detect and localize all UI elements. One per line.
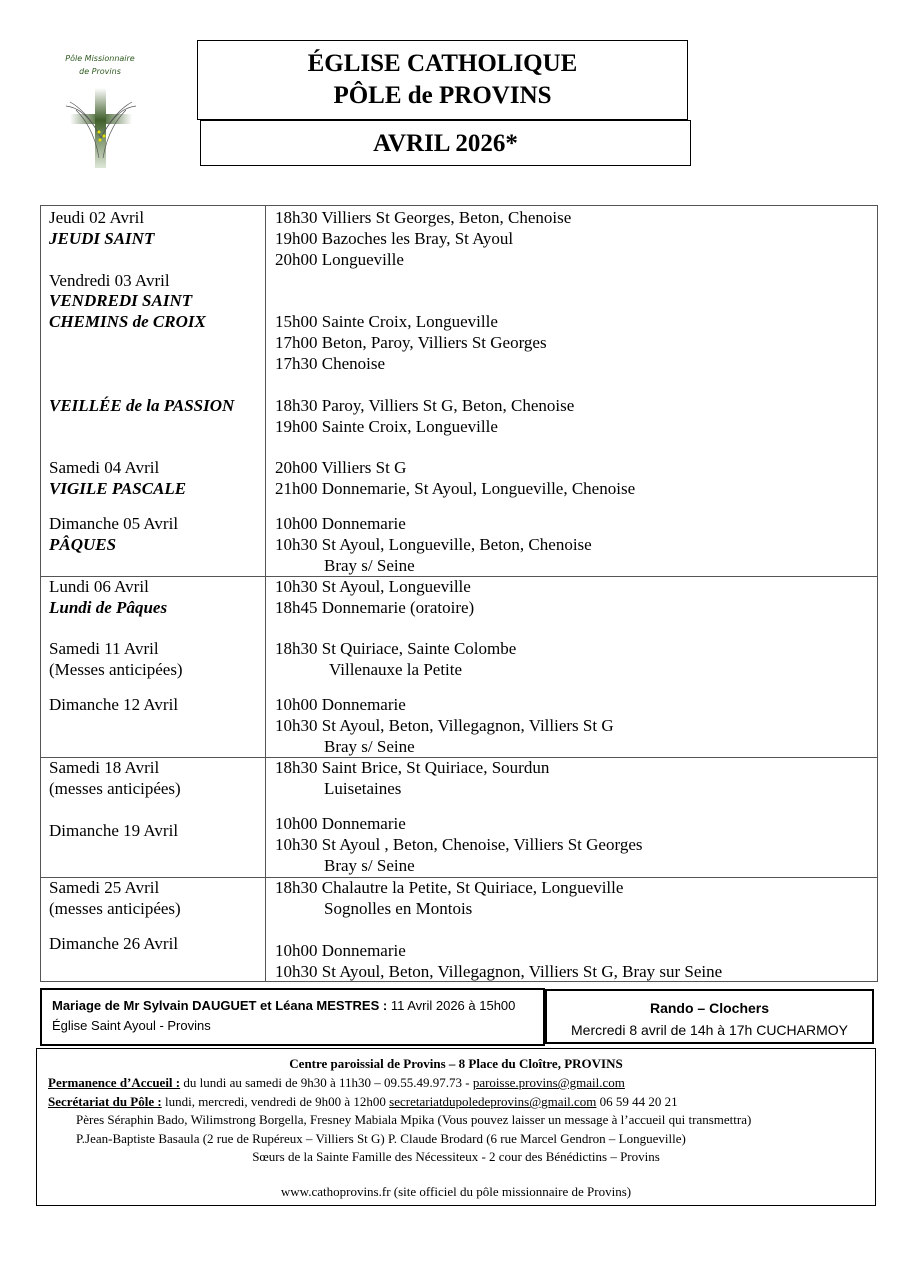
table-row: Samedi 18 Avril (messes anticipées) Dimanche 19 Avril 18h30 Saint Brice, St Quiriace, Sourdun Luisetaines 10h00 Donnemarie 10h30 St Ayoul , Beton, Chenoise, Villiers St Georges Bray s/ Seine [41,757,877,878]
website-link[interactable]: www.cathoprovins.fr (site officiel du pôle missionnaire de Provins) [280,1184,632,1199]
cross-wheat-logo-icon [66,88,136,168]
accueil-email-link[interactable]: paroisse.provins@gmail.com [472,1075,625,1090]
schedule-table [40,205,878,982]
page-title: ÉGLISE CATHOLIQUE PÔLE de PROVINS [197,40,688,120]
table-row: Samedi 25 Avril (messes anticipées) Dimanche 26 Avril 18h30 Chalautre la Petite, St Quiriace, Longueville Sognolles en Montois 10h00 Donnemarie 10h30 St Ayoul, Beton, Villegagnon, Villiers St G, Bray sur Seine [49,878,723,981]
footer-contact: Centre paroissial de Provins – 8 Place du Cloître, PROVINS Permanence d’Accueil : du lundi au samedi de 9h30 à 11h30 – 09.55.49.97.73 - paroisse.provins@gmail.com Secrétariat du Pôle : lundi, mercredi, vendredi de 9h00 à 12h00 secretariatdupoledeprovins@gmail.com 06 59 44 20 21 Pères Séraphin Bado, Wilimstrong Borgella, Fresney Mabiala Mpika (Vous pouvez laisser un message à l’accueil qui transmettra) P.Jean-Baptiste Basaula (2 rue de Rupéreux – Villiers St G) P. Claude Brodard (6 rue Marcel Gendron – Longueville) Sœurs de la Sainte Famille des Nécessiteux - 2 cour des Bénédictins – Provins www.cathoprovins.fr (site officiel du pôle missionnaire de Provins) [36,1048,876,1206]
secretariat-email-link[interactable]: secretariatdupoledeprovins@gmail.com [389,1094,597,1109]
wedding-notice: Mariage de Mr Sylvain DAUGUET et Léana MESTRES : 11 Avril 2026 à 15h00 Église Saint Ayoul - Provins [40,988,545,1046]
logo: Pôle Missionnaire de Provins [65,54,135,76]
month-title: AVRIL 2026* [200,120,691,166]
table-row: Jeudi 02 Avril JEUDI SAINT Vendredi 03 Avril VENDREDI SAINT CHEMINS de CROIX VEILLÉE de la PASSION Samedi 04 Avril VIGILE PASCALE Dimanche 05 Avril PÂQUES 18h30 Villiers St Georges, Beton, Chenoise 19h00 Bazoches les Bray, St Ayoul 20h00 Longueville 15h00 Sainte Croix, Longueville 17h00 Beton, Paroy, Villiers St Georges 17h30 Chenoise 18h30 Paroy, Villiers St G, Beton, Chenoise 19h00 Sainte Croix, Longueville 20h00 Villiers St G 21h00 Donnemarie, St Ayoul, Longueville, Chenoise 10h00 Donnemarie 10h30 St Ayoul, Longueville, Beton, Chenoise Bray s/ Seine [41,206,877,577]
table-row: Lundi 06 Avril Lundi de Pâques Samedi 11 Avril (Messes anticipées) Dimanche 12 Avril 10h30 St Ayoul, Longueville 18h45 Donnemarie (oratoire) 18h30 St Quiriace, Sainte Colombe Villenauxe la Petite 10h00 Donnemarie 10h30 St Ayoul, Beton, Villegagnon, Villiers St G Bray s/ Seine [41,576,877,758]
rando-notice: Rando – Clochers Mercredi 8 avril de 14h à 17h CUCHARMOY [545,989,874,1044]
